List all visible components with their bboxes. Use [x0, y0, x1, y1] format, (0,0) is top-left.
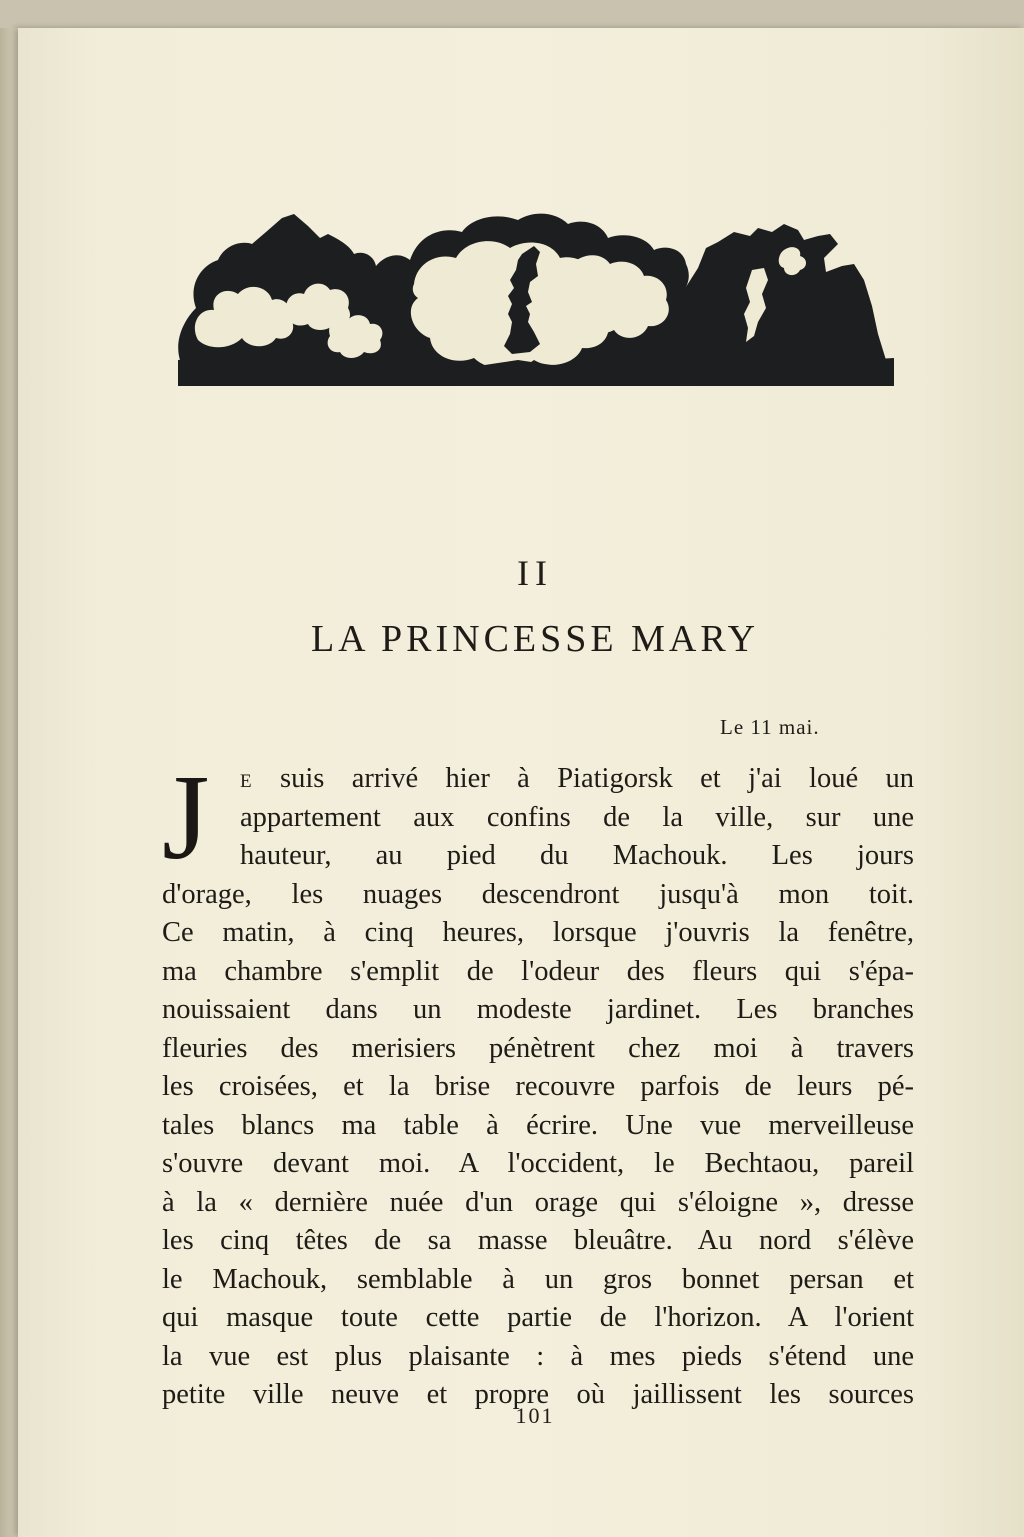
text-line: ma chambre s'emplit de l'odeur des fleurs qui s'épa- — [162, 955, 914, 987]
text-line: hauteur, au pied du Machouk. Les jours — [240, 840, 914, 871]
text-line: les cinq têtes de sa masse bleuâtre. Au nord s'élève — [162, 1225, 914, 1256]
smallcaps-text: E — [240, 771, 253, 792]
text-line: s'ouvre devant moi. A l'occident, le Bechtaou, pareil — [162, 1148, 914, 1179]
page-binding-edge — [0, 28, 18, 1537]
text-line: la vue est plus plaisante : à mes pieds s'étend une — [162, 1340, 914, 1372]
entry-date: Le 11 mai. — [720, 715, 820, 739]
text-line: appartement aux confins de la ville, sur une — [240, 801, 914, 833]
chapter-number: II — [517, 553, 553, 593]
text-line: tales blancs ma table à écrire. Une vue merveilleuse — [162, 1109, 914, 1141]
chapter-title: LA PRINCESSE MARY — [310, 618, 760, 660]
text-line — [162, 760, 914, 799]
text-line-content: suis arrivé hier à Piatigorsk et j'ai loué un — [252, 763, 914, 794]
text-line: à la « dernière nuée d'un orage qui s'éloigne », dresse — [162, 1186, 914, 1218]
text-line: qui masque toute cette partie de l'horizon. A l'orient — [162, 1302, 914, 1333]
text-line: les croisées, et la brise recouvre parfois de leurs pé- — [162, 1071, 914, 1102]
vignette-illustration — [178, 210, 894, 388]
text-line: petite ville neuve et propre où jaillissent les sources — [162, 1379, 914, 1410]
body-text — [162, 750, 914, 1415]
text-line: nouissaient dans un modeste jardinet. Les branches — [162, 994, 914, 1025]
text-line: le Machouk, semblable à un gros bonnet persan et — [162, 1263, 914, 1295]
text-line: d'orage, les nuages descendront jusqu'à mon toit. — [162, 878, 914, 910]
drop-cap: J — [162, 750, 210, 885]
page-number: 101 — [515, 1403, 555, 1428]
text-line: Ce matin, à cinq heures, lorsque j'ouvris la fenêtre, — [162, 917, 914, 948]
text-line: fleuries des merisiers pénètrent chez moi à travers — [162, 1032, 914, 1064]
